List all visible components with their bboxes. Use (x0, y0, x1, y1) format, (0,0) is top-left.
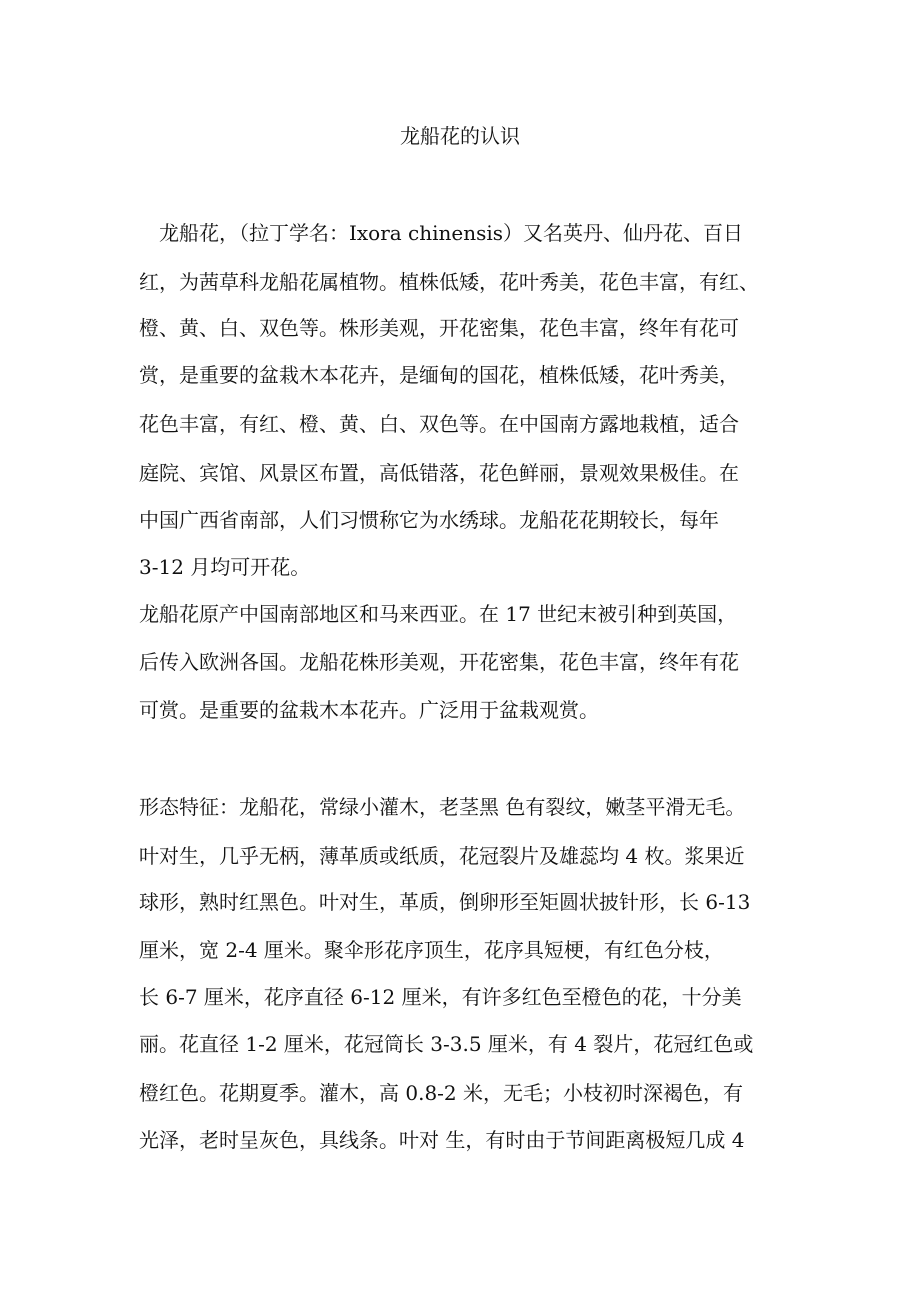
body-line: 可赏。是重要的盆栽木本花卉。广泛用于盆栽观赏。 (139, 698, 599, 722)
body-line: 后传入欧洲各国。龙船花株形美观，开花密集，花色丰富，终年有花 (139, 650, 739, 674)
body-line: 长 6-7 厘米，花序直径 6-12 厘米，有许多红色至橙色的花，十分美 (139, 985, 742, 1009)
body-line: 红，为茜草科龙船花属植物。植株低矮，花叶秀美，花色丰富，有红、 (139, 270, 759, 294)
body-line: 丽。花直径 1-2 厘米，花冠筒长 3-3.5 厘米，有 4 裂片，花冠红色或 (139, 1032, 754, 1056)
body-line: 龙船花，（拉丁学名：Ixora chinensis）又名英丹、仙丹花、百日 (139, 221, 744, 245)
body-line: 厘米，宽 2-4 厘米。聚伞形花序顶生，花序具短梗，有红色分枝， (139, 938, 724, 962)
body-line: 橙红色。花期夏季。灌木，高 0.8-2 米，无毛；小枝初时深褐色，有 (139, 1081, 744, 1105)
body-line: 形态特征：龙船花，常绿小灌木，老茎黑 色有裂纹，嫩茎平滑无毛。 (139, 795, 746, 819)
body-line: 花色丰富，有红、橙、黄、白、双色等。在中国南方露地栽植，适合 (139, 412, 739, 436)
body-line: 庭院、宾馆、风景区布置，高低错落，花色鲜丽，景观效果极佳。在 (139, 461, 739, 485)
body-line: 球形，熟时红黑色。叶对生，革质，倒卵形至矩圆状披针形，长 6-13 (139, 890, 751, 914)
body-line: 光泽，老时呈灰色，具线条。叶对 生，有时由于节间距离极短几成 4 (139, 1128, 745, 1152)
body-line: 橙、黄、白、双色等。株形美观，开花密集，花色丰富，终年有花可 (139, 316, 739, 340)
body-line: 中国广西省南部，人们习惯称它为水绣球。龙船花花期较长，每年 (139, 508, 719, 532)
body-line: 叶对生，几乎无柄，薄革质或纸质，花冠裂片及雄蕊均 4 枚。浆果近 (139, 844, 745, 868)
body-line: 3-12 月均可开花。 (139, 555, 311, 579)
document-title: 龙船花的认识 (400, 124, 520, 148)
body-line: 龙船花原产中国南部地区和马来西亚。在 17 世纪末被引种到英国， (139, 602, 738, 626)
body-line: 赏，是重要的盆栽木本花卉，是缅甸的国花，植株低矮，花叶秀美， (139, 363, 739, 387)
